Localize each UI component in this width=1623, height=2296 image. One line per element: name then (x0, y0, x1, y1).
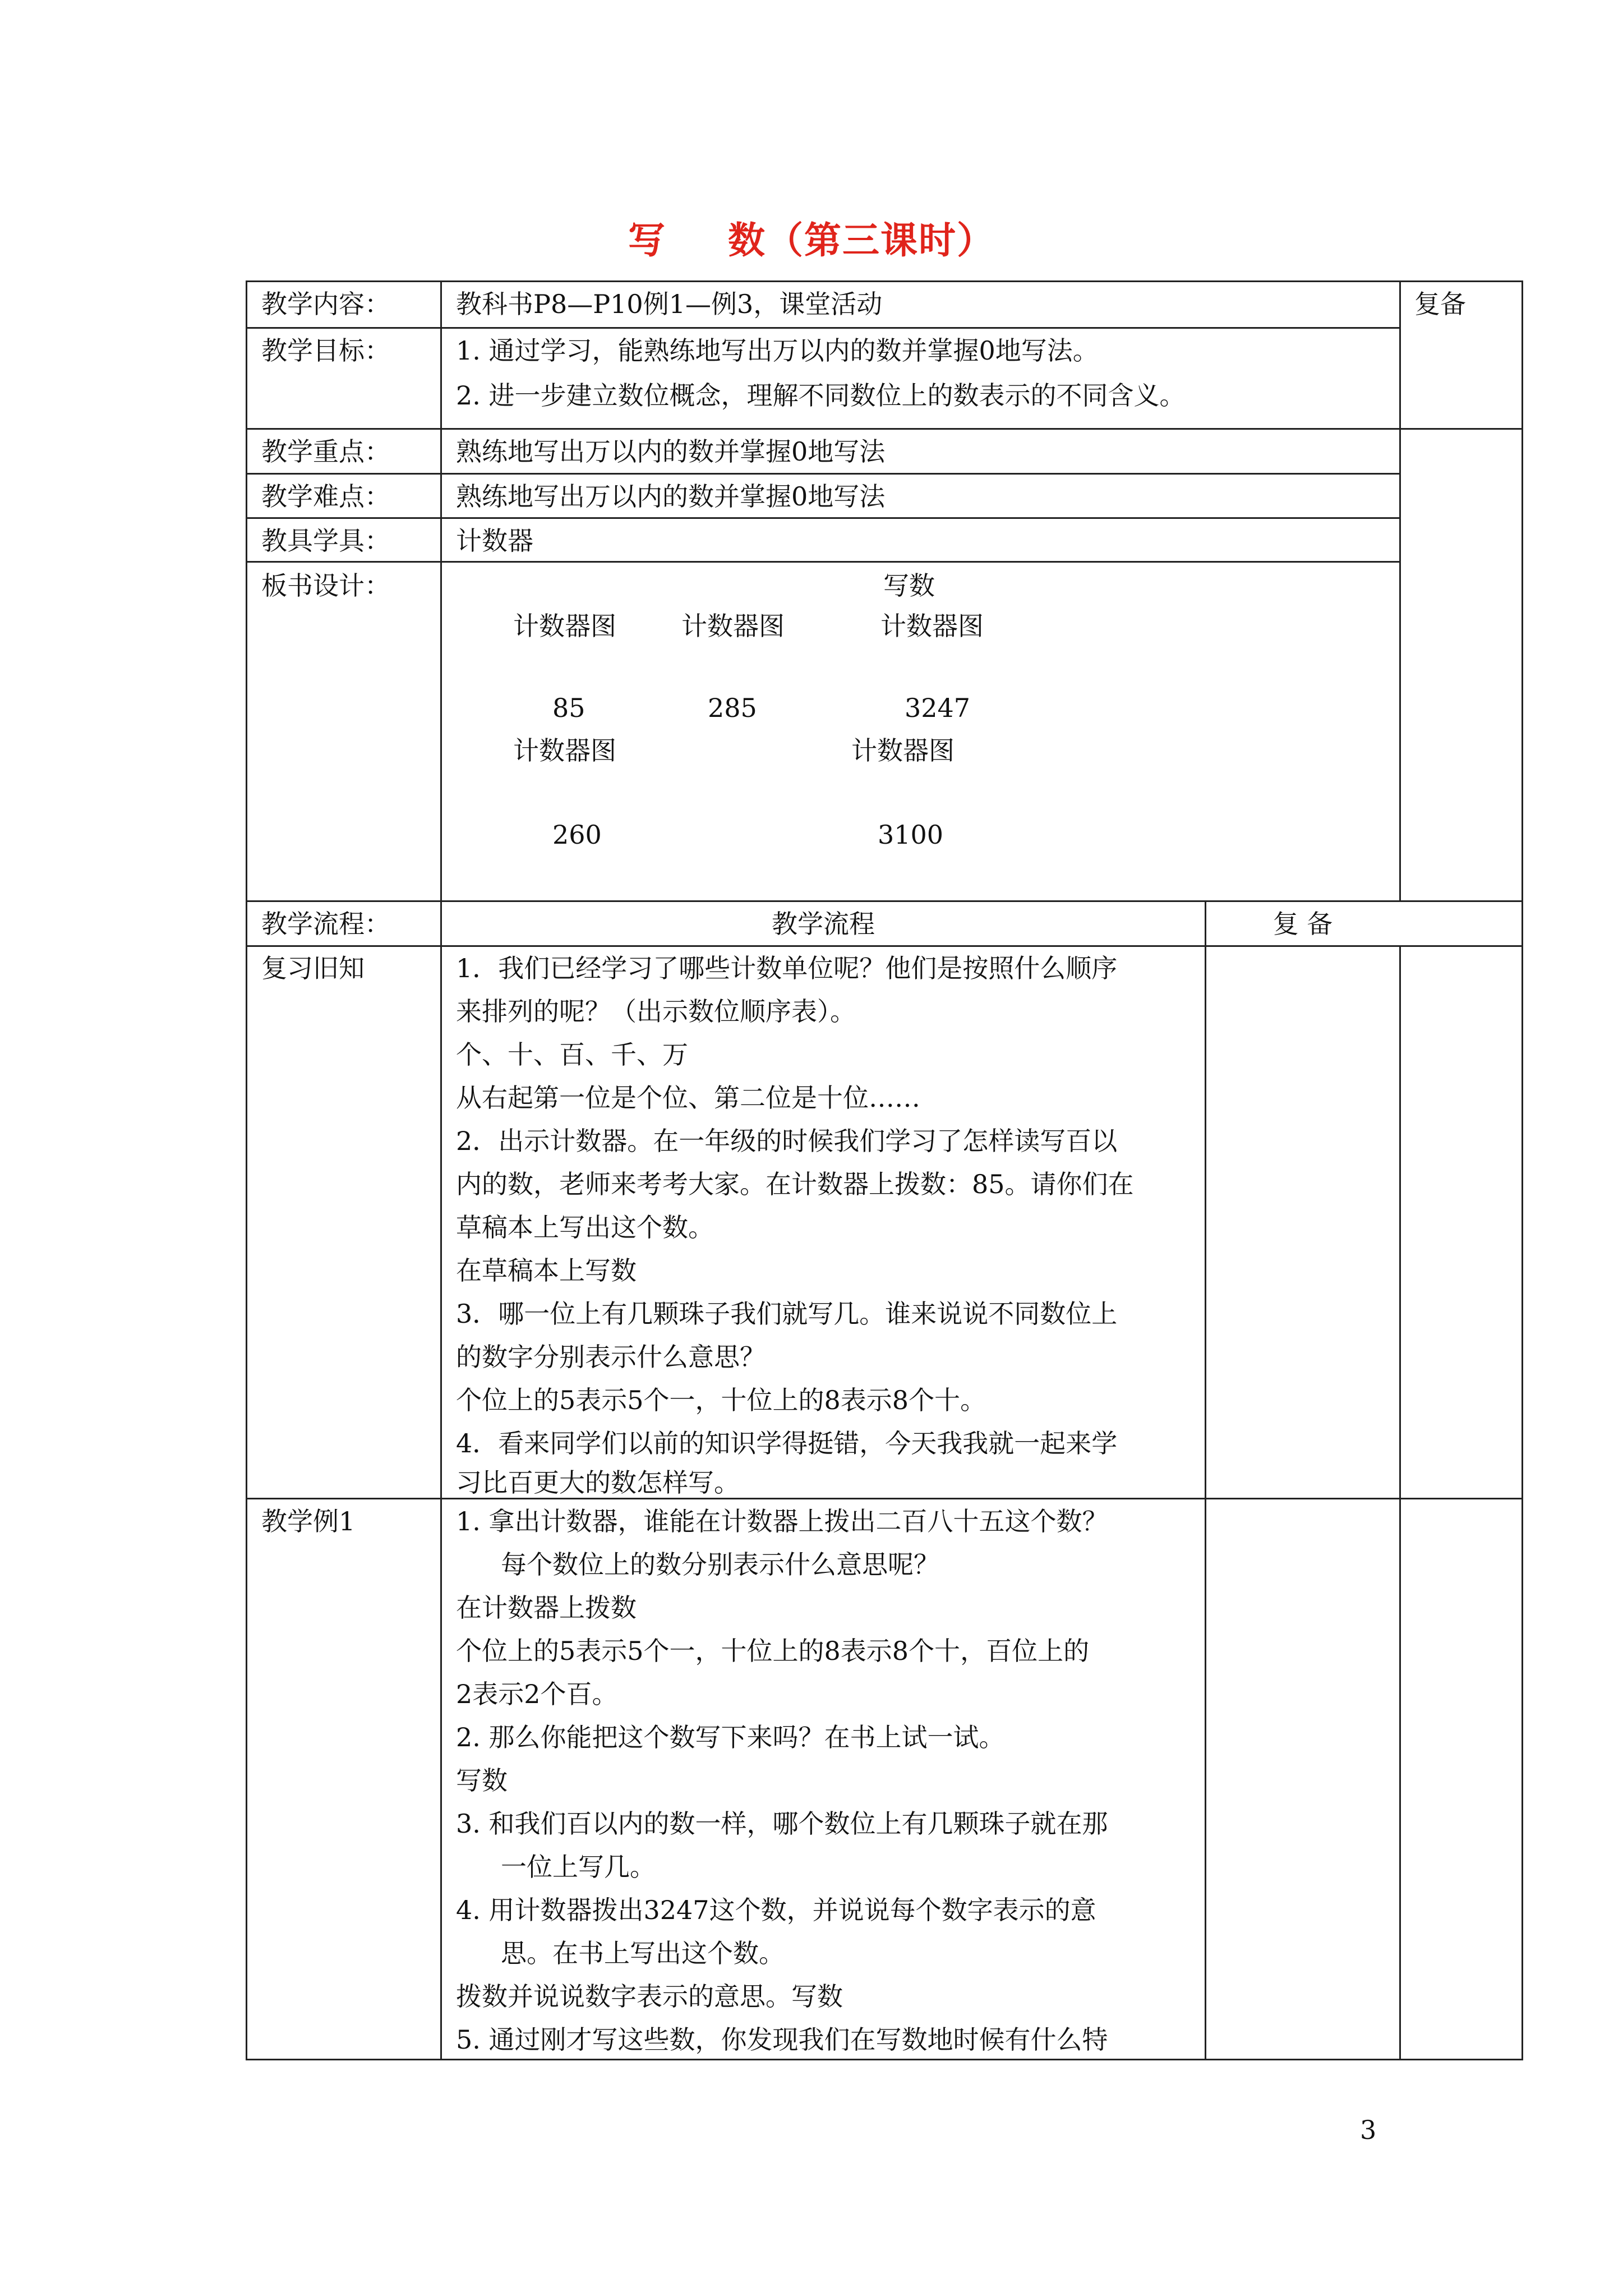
counter-image-label: 计数器图 (880, 611, 984, 641)
flow-label: 教学流程： (261, 909, 390, 939)
review-line: 从右起第一位是个位、第二位是十位…… (456, 1083, 920, 1113)
review-line: 1．我们已经学习了哪些计数单位呢？他们是按照什么顺序 (456, 953, 1118, 983)
content-value: 教科书P8—P10例1—例3，课堂活动 (456, 289, 883, 319)
review-line: 的数字分别表示什么意思？ (456, 1342, 766, 1372)
example-line: 5. 通过刚才写这些数，你发现我们在写数地时候有什么特 (456, 2024, 1108, 2055)
example-label: 教学例1 (261, 1506, 356, 1536)
board-label: 板书设计： (261, 570, 390, 601)
review-line: 内的数，老师来考考大家。在计数器上拨数：85。请你们在 (456, 1169, 1134, 1199)
example-line: 每个数位上的数分别表示什么意思呢？ (501, 1549, 939, 1580)
tools-value: 计数器 (456, 526, 533, 556)
tools-label: 教具学具： (261, 526, 390, 556)
example-line: 3. 和我们百以内的数一样，哪个数位上有几颗珠子就在那 (456, 1809, 1108, 1839)
counter-image-label: 计数器图 (681, 611, 785, 641)
example-line: 4. 用计数器拨出3247这个数，并说说每个数字表示的意 (456, 1895, 1096, 1925)
review-line: 个、十、百、千、万 (456, 1039, 688, 1070)
page-number: 3 (1360, 2115, 1377, 2145)
review-line: 2．出示计数器。在一年级的时候我们学习了怎样读写百以 (456, 1126, 1118, 1156)
table-border-right (1521, 280, 1523, 2060)
table-column-line (1205, 900, 1206, 2060)
table-border-left (246, 280, 247, 2060)
difficulty-value: 熟练地写出万以内的数并掌握0地写法 (456, 481, 886, 512)
flow-header: 教学流程 (772, 909, 875, 939)
table-column-line (1399, 945, 1401, 2060)
board-number: 285 (708, 693, 757, 723)
review-line: 草稿本上写出这个数。 (456, 1212, 714, 1243)
review-line: 在草稿本上写数 (456, 1255, 637, 1286)
example-line: 拨数并说说数字表示的意思。写数 (456, 1981, 843, 2012)
content-label: 教学内容： (261, 289, 390, 319)
board-number: 3100 (878, 820, 944, 850)
board-number: 85 (552, 693, 585, 723)
key-label: 教学重点： (261, 436, 390, 467)
table-border-top (246, 280, 1523, 282)
example-line: 个位上的5表示5个一，十位上的8表示8个十，百位上的 (456, 1636, 1090, 1666)
goal-item: 2. 进一步建立数位概念，理解不同数位上的数表示的不同含义。 (456, 380, 1186, 411)
key-value: 熟练地写出万以内的数并掌握0地写法 (456, 436, 886, 467)
counter-image-label: 计数器图 (513, 611, 616, 641)
board-number: 3247 (905, 693, 971, 723)
page-title: 写 数（第三课时） (628, 218, 995, 262)
board-heading: 写数 (883, 570, 935, 601)
example-line: 一位上写几。 (501, 1852, 656, 1882)
difficulty-label: 教学难点： (261, 481, 390, 512)
review-line: 3．哪一位上有几颗珠子我们就写几。谁来说说不同数位上 (456, 1299, 1118, 1329)
example-line: 写数 (456, 1765, 508, 1796)
table-column-line (440, 280, 442, 2060)
goal-item: 1. 通过学习，能熟练地写出万以内的数并掌握0地写法。 (456, 335, 1099, 366)
example-line: 2. 那么你能把这个数写下来吗？在书上试一试。 (456, 1722, 1005, 1752)
example-line: 在计数器上拨数 (456, 1593, 637, 1623)
table-divider (246, 561, 1401, 563)
review-line: 习比百更大的数怎样写。 (456, 1467, 740, 1498)
example-line: 2表示2个百。 (456, 1679, 618, 1709)
counter-image-label: 计数器图 (851, 735, 955, 766)
example-line: 思。在书上写出这个数。 (501, 1938, 785, 1968)
review-line: 来排列的呢？（出示数位顺序表）。 (456, 996, 856, 1027)
review-label: 复习旧知 (261, 953, 365, 983)
review-line: 个位上的5表示5个一，十位上的8表示8个十。 (456, 1385, 986, 1415)
counter-image-label: 计数器图 (513, 735, 616, 766)
content-side-note: 复备 (1414, 289, 1466, 319)
flow-side-header: 复 备 (1272, 909, 1333, 939)
table-column-line (1399, 280, 1401, 902)
example-line: 1. 拿出计数器，谁能在计数器上拨出二百八十五这个数？ (456, 1506, 1108, 1536)
goal-label: 教学目标： (261, 335, 390, 366)
board-number: 260 (552, 820, 602, 850)
review-line: 4．看来同学们以前的知识学得挺错，今天我我就一起来学 (456, 1428, 1118, 1458)
